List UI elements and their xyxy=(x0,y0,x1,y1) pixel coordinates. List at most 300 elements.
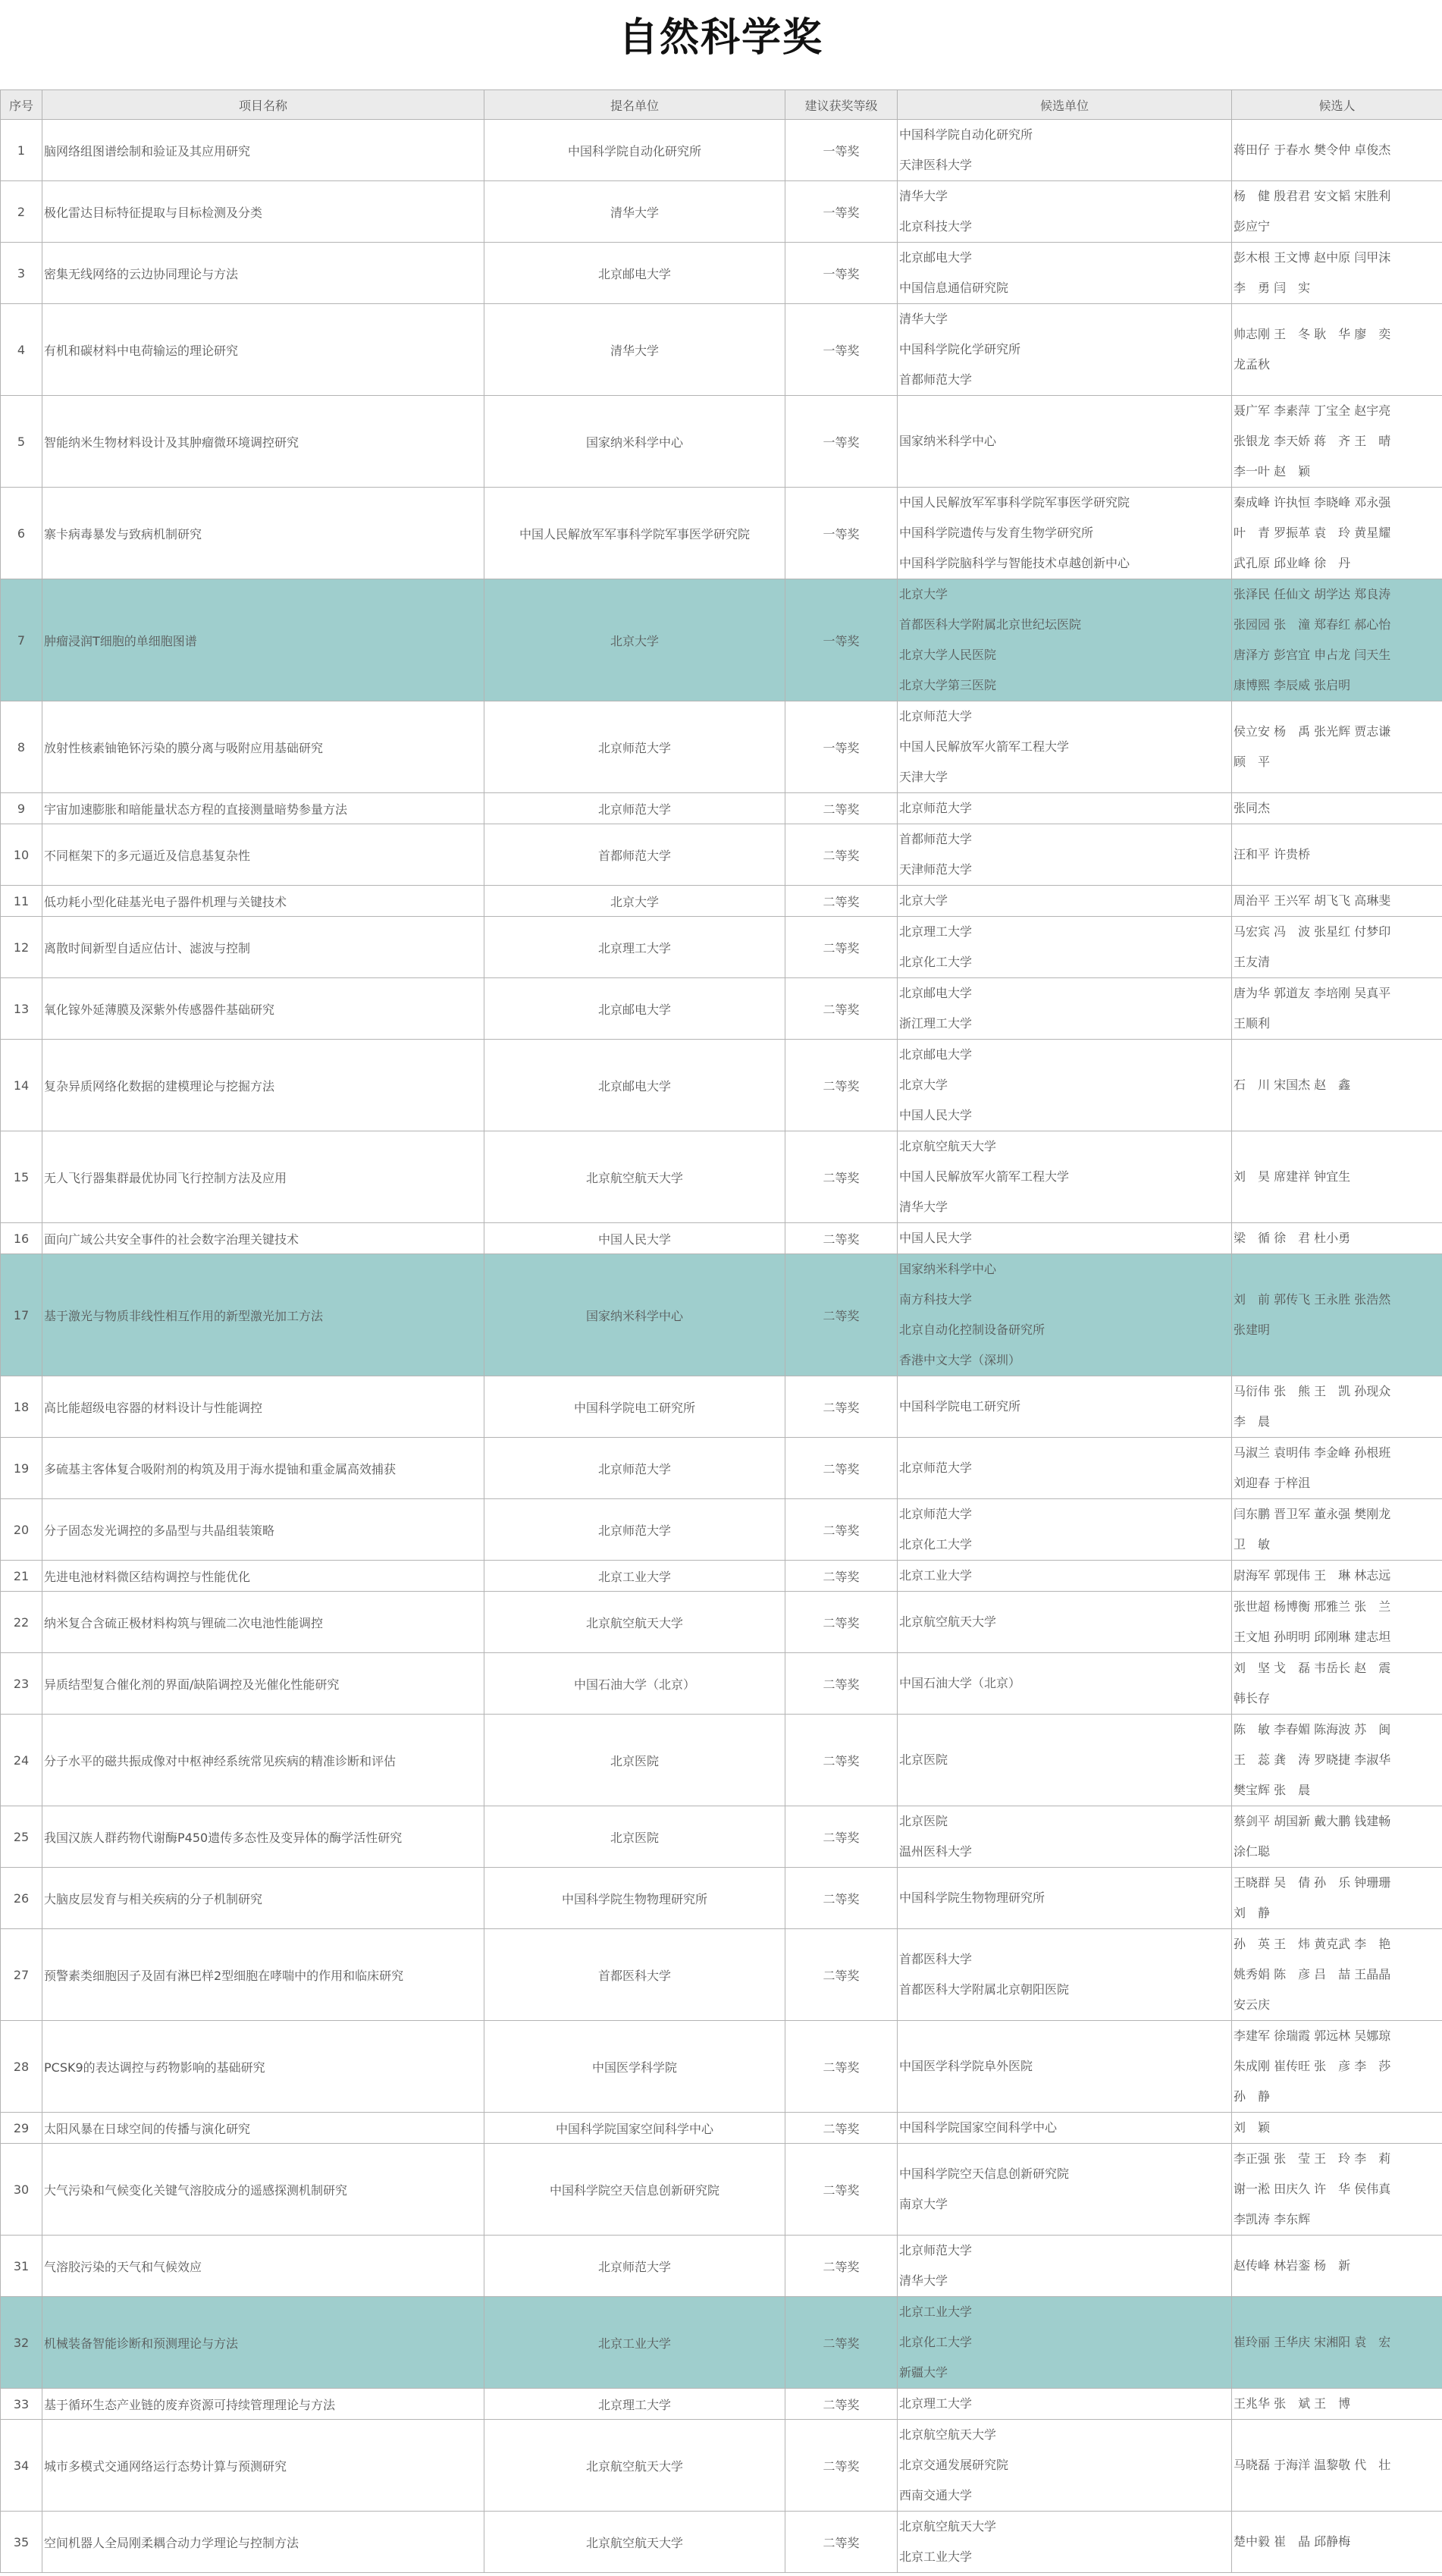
candidates xyxy=(1232,1254,1442,1376)
table-row xyxy=(1,2389,1442,2420)
row-number: 10 xyxy=(1,824,42,886)
candidate-units xyxy=(898,1376,1232,1438)
award-level: 二等奖 xyxy=(785,2389,898,2420)
row-number: 11 xyxy=(1,886,42,917)
row-number: 1 xyxy=(1,120,42,181)
column-header-candidates: 候选人 xyxy=(1232,90,1442,120)
project-name: 分子水平的磁共振成像对中枢神经系统常见疾病的精准诊断和评估 xyxy=(42,1715,484,1806)
table-row xyxy=(1,304,1442,396)
award-level: 二等奖 xyxy=(785,2236,898,2297)
nominating-unit: 中国医学科学院 xyxy=(484,2021,785,2113)
candidates xyxy=(1232,1438,1442,1499)
nominating-unit: 北京师范大学 xyxy=(484,1438,785,1499)
table-row xyxy=(1,2512,1442,2573)
candidate-units xyxy=(898,2113,1232,2144)
table-row xyxy=(1,2144,1442,2236)
award-level: 二等奖 xyxy=(785,2021,898,2113)
table-row xyxy=(1,2113,1442,2144)
candidate-line: 唐为华 郭道友 李培刚 吴真平 xyxy=(1234,986,1391,1000)
candidate-unit: 北京医院 xyxy=(899,1752,948,1767)
row-number: 15 xyxy=(1,1131,42,1223)
award-level: 一等奖 xyxy=(785,396,898,488)
candidate-line: 聂广军 李素萍 丁宝全 赵宇亮 xyxy=(1234,403,1391,418)
candidate-line: 李 勇 闫 实 xyxy=(1234,281,1311,295)
row-number: 13 xyxy=(1,978,42,1040)
candidate-unit: 中国科学院电工研究所 xyxy=(899,1399,1021,1414)
candidate-line: 闫东鹏 晋卫军 董永强 樊刚龙 xyxy=(1234,1507,1391,1521)
project-name: 不同框架下的多元逼近及信息基复杂性 xyxy=(42,824,484,886)
row-number: 19 xyxy=(1,1438,42,1499)
project-name: 大气污染和气候变化关键气溶胶成分的遥感探测机制研究 xyxy=(42,2144,484,2236)
row-number: 22 xyxy=(1,1592,42,1653)
candidate-units xyxy=(898,917,1232,978)
nominating-unit: 中国科学院国家空间科学中心 xyxy=(484,2113,785,2144)
candidate-line: 刘 坚 戈 磊 韦岳长 赵 震 xyxy=(1234,1661,1391,1675)
candidates xyxy=(1232,2113,1442,2144)
row-number: 8 xyxy=(1,701,42,793)
candidate-unit: 西南交通大学 xyxy=(899,2488,973,2502)
table-row xyxy=(1,1223,1442,1254)
candidates xyxy=(1232,1499,1442,1561)
project-name: PCSK9的表达调控与药物影响的基础研究 xyxy=(42,2021,484,2113)
candidates xyxy=(1232,120,1442,181)
candidate-units xyxy=(898,396,1232,488)
project-name: 基于激光与物质非线性相互作用的新型激光加工方法 xyxy=(42,1254,484,1376)
candidate-unit: 首都医科大学 xyxy=(899,1952,973,1966)
candidates xyxy=(1232,396,1442,488)
candidate-line: 帅志刚 王 冬 耿 华 廖 奕 xyxy=(1234,327,1391,341)
candidates xyxy=(1232,181,1442,243)
candidate-unit: 北京邮电大学 xyxy=(899,250,973,265)
candidate-unit: 北京师范大学 xyxy=(899,709,973,723)
candidate-units xyxy=(898,2420,1232,2512)
candidate-unit: 北京航空航天大学 xyxy=(899,2519,997,2534)
candidate-unit: 中国人民大学 xyxy=(899,1231,973,1245)
project-name: 基于循环生态产业链的废弃资源可持续管理理论与方法 xyxy=(42,2389,484,2420)
award-level: 二等奖 xyxy=(785,1653,898,1715)
nominating-unit: 北京师范大学 xyxy=(484,2236,785,2297)
candidates xyxy=(1232,243,1442,304)
project-name: 离散时间新型自适应估计、滤波与控制 xyxy=(42,917,484,978)
award-level: 一等奖 xyxy=(785,701,898,793)
table-row xyxy=(1,824,1442,886)
project-name: 有机和碳材料中电荷输运的理论研究 xyxy=(42,304,484,396)
candidate-unit: 中国人民解放军军事科学院军事医学研究院 xyxy=(899,495,1130,510)
award-level: 二等奖 xyxy=(785,1131,898,1223)
award-level: 一等奖 xyxy=(785,120,898,181)
award-level: 一等奖 xyxy=(785,304,898,396)
candidate-units xyxy=(898,1223,1232,1254)
table-row xyxy=(1,243,1442,304)
column-header-nominator: 提名单位 xyxy=(484,90,785,120)
nominating-unit: 中国石油大学（北京） xyxy=(484,1653,785,1715)
candidate-line: 秦成峰 许执恒 李晓峰 邓永强 xyxy=(1234,495,1391,510)
candidate-unit: 北京工业大学 xyxy=(899,2549,973,2564)
project-name: 气溶胶污染的天气和气候效应 xyxy=(42,2236,484,2297)
candidate-line: 孙 静 xyxy=(1234,2089,1271,2104)
nominating-unit: 北京航空航天大学 xyxy=(484,2512,785,2573)
candidate-line: 张世超 杨博衡 邢雅兰 张 兰 xyxy=(1234,1599,1391,1614)
candidate-units xyxy=(898,304,1232,396)
project-name: 低功耗小型化硅基光电子器件机理与关键技术 xyxy=(42,886,484,917)
candidate-line: 顾 平 xyxy=(1234,755,1271,769)
row-number: 29 xyxy=(1,2113,42,2144)
candidate-line: 韩长存 xyxy=(1234,1691,1271,1705)
award-level: 二等奖 xyxy=(785,2144,898,2236)
candidate-line: 马宏宾 冯 波 张星红 付梦印 xyxy=(1234,924,1391,939)
column-header-award-level: 建议获奖等级 xyxy=(785,90,898,120)
candidate-line: 刘 颖 xyxy=(1234,2120,1271,2135)
candidate-line: 李 晨 xyxy=(1234,1414,1271,1429)
nominating-unit: 北京邮电大学 xyxy=(484,978,785,1040)
project-name: 大脑皮层发育与相关疾病的分子机制研究 xyxy=(42,1868,484,1929)
candidate-unit: 首都医科大学附属北京世纪坛医院 xyxy=(899,617,1082,632)
candidate-unit: 中国科学院生物物理研究所 xyxy=(899,1890,1045,1905)
nominating-unit: 北京师范大学 xyxy=(484,701,785,793)
candidate-line: 孙 英 王 炜 黄克武 李 艳 xyxy=(1234,1937,1391,1951)
candidate-units xyxy=(898,1653,1232,1715)
nominating-unit: 首都医科大学 xyxy=(484,1929,785,2021)
table-row xyxy=(1,1376,1442,1438)
candidate-line: 杨 健 殷君君 安文韬 宋胜利 xyxy=(1234,189,1391,203)
project-name: 多硫基主客体复合吸附剂的构筑及用于海水提铀和重金属高效捕获 xyxy=(42,1438,484,1499)
project-name: 无人飞行器集群最优协同飞行控制方法及应用 xyxy=(42,1131,484,1223)
candidate-units xyxy=(898,701,1232,793)
candidates xyxy=(1232,2420,1442,2512)
row-number: 14 xyxy=(1,1040,42,1131)
table-row xyxy=(1,1254,1442,1376)
project-name: 纳米复合含硫正极材料构筑与锂硫二次电池性能调控 xyxy=(42,1592,484,1653)
candidate-units xyxy=(898,1131,1232,1223)
candidate-unit: 北京化工大学 xyxy=(899,955,973,969)
award-level: 一等奖 xyxy=(785,579,898,701)
candidate-units xyxy=(898,1929,1232,2021)
award-level: 二等奖 xyxy=(785,1376,898,1438)
nominating-unit: 北京理工大学 xyxy=(484,917,785,978)
row-number: 23 xyxy=(1,1653,42,1715)
table-row xyxy=(1,1929,1442,2021)
candidate-units xyxy=(898,886,1232,917)
row-number: 9 xyxy=(1,793,42,824)
candidate-unit: 新疆大学 xyxy=(899,2365,948,2380)
candidate-unit: 北京交通发展研究院 xyxy=(899,2458,1009,2472)
candidate-unit: 国家纳米科学中心 xyxy=(899,1262,997,1276)
candidates xyxy=(1232,1653,1442,1715)
candidate-line: 周治平 王兴军 胡飞飞 高琳斐 xyxy=(1234,893,1391,908)
candidate-unit: 清华大学 xyxy=(899,189,948,203)
table-header-row xyxy=(1,90,1442,120)
award-level: 一等奖 xyxy=(785,243,898,304)
award-level: 二等奖 xyxy=(785,2297,898,2389)
candidates xyxy=(1232,1131,1442,1223)
candidate-unit: 中国科学院自动化研究所 xyxy=(899,127,1033,142)
table-row xyxy=(1,1715,1442,1806)
project-name: 面向广域公共安全事件的社会数字治理关键技术 xyxy=(42,1223,484,1254)
table-row xyxy=(1,2236,1442,2297)
candidate-unit: 中国人民解放军火箭军工程大学 xyxy=(899,739,1070,754)
award-level: 二等奖 xyxy=(785,1438,898,1499)
candidates xyxy=(1232,2389,1442,2420)
table-row xyxy=(1,793,1442,824)
table-row xyxy=(1,396,1442,488)
row-number: 21 xyxy=(1,1561,42,1592)
award-level: 二等奖 xyxy=(785,1499,898,1561)
project-name: 异质结型复合催化剂的界面/缺陷调控及光催化性能研究 xyxy=(42,1653,484,1715)
project-name: 我国汉族人群药物代谢酶P450遗传多态性及变异体的酶学活性研究 xyxy=(42,1806,484,1868)
candidates xyxy=(1232,824,1442,886)
candidate-line: 张同杰 xyxy=(1234,801,1271,815)
candidate-line: 马淑兰 袁明伟 李金峰 孙根班 xyxy=(1234,1445,1391,1460)
candidate-line: 刘迎春 于梓沮 xyxy=(1234,1476,1311,1490)
candidate-unit: 北京大学人民医院 xyxy=(899,648,997,662)
candidate-unit: 首都师范大学 xyxy=(899,832,973,846)
nominating-unit: 清华大学 xyxy=(484,304,785,396)
candidate-unit: 中国人民大学 xyxy=(899,1108,973,1122)
award-level: 二等奖 xyxy=(785,1715,898,1806)
candidate-line: 梁 循 徐 君 杜小勇 xyxy=(1234,1231,1351,1245)
candidate-line: 赵传峰 林岩銮 杨 新 xyxy=(1234,2258,1351,2273)
candidate-unit: 中国人民解放军火箭军工程大学 xyxy=(899,1169,1070,1184)
nominating-unit: 北京理工大学 xyxy=(484,2389,785,2420)
candidate-units xyxy=(898,1040,1232,1131)
candidate-unit: 首都师范大学 xyxy=(899,372,973,387)
project-name: 城市多模式交通网络运行态势计算与预测研究 xyxy=(42,2420,484,2512)
candidate-unit: 清华大学 xyxy=(899,1200,948,1214)
candidate-line: 陈 敏 李春媚 陈海波 苏 闽 xyxy=(1234,1722,1391,1737)
candidates xyxy=(1232,1592,1442,1653)
row-number: 33 xyxy=(1,2389,42,2420)
table-row xyxy=(1,488,1442,579)
project-name: 寨卡病毒暴发与致病机制研究 xyxy=(42,488,484,579)
candidate-line: 王晓群 吴 倩 孙 乐 钟珊珊 xyxy=(1234,1875,1391,1890)
candidates xyxy=(1232,2236,1442,2297)
project-name: 复杂异质网络化数据的建模理论与挖掘方法 xyxy=(42,1040,484,1131)
candidate-line: 刘 前 郭传飞 王永胜 张浩然 xyxy=(1234,1292,1391,1307)
table-row xyxy=(1,1653,1442,1715)
candidate-line: 楚中毅 崔 晶 邱静梅 xyxy=(1234,2534,1351,2549)
candidate-unit: 天津师范大学 xyxy=(899,862,973,877)
candidates xyxy=(1232,2297,1442,2389)
table-row xyxy=(1,1040,1442,1131)
award-level: 二等奖 xyxy=(785,793,898,824)
candidate-unit: 北京大学 xyxy=(899,1078,948,1092)
candidate-unit: 温州医科大学 xyxy=(899,1844,973,1859)
table-row xyxy=(1,1806,1442,1868)
candidate-unit: 北京医院 xyxy=(899,1814,948,1828)
row-number: 17 xyxy=(1,1254,42,1376)
column-header-candidate-units: 候选单位 xyxy=(898,90,1232,120)
candidate-unit: 北京师范大学 xyxy=(899,1507,973,1521)
project-name: 智能纳米生物材料设计及其肿瘤微环境调控研究 xyxy=(42,396,484,488)
award-table xyxy=(0,89,1442,2573)
project-name: 空间机器人全局刚柔耦合动力学理论与控制方法 xyxy=(42,2512,484,2573)
candidate-line: 李建军 徐瑞霞 郭远林 吴娜琼 xyxy=(1234,2028,1391,2043)
candidate-line: 彭应宁 xyxy=(1234,219,1271,234)
candidate-unit: 中国信息通信研究院 xyxy=(899,281,1009,295)
candidate-line: 唐泽方 彭宫宜 申占龙 闫天生 xyxy=(1234,648,1391,662)
candidate-unit: 北京化工大学 xyxy=(899,2335,973,2349)
award-level: 二等奖 xyxy=(785,2512,898,2573)
candidate-line: 刘 昊 席建祥 钟宜生 xyxy=(1234,1169,1351,1184)
candidate-line: 汪和平 许贵桥 xyxy=(1234,847,1311,861)
candidate-units xyxy=(898,1438,1232,1499)
candidate-units xyxy=(898,243,1232,304)
candidates xyxy=(1232,579,1442,701)
project-name: 高比能超级电容器的材料设计与性能调控 xyxy=(42,1376,484,1438)
candidate-line: 蔡剑平 胡国新 戴大鹏 钱建畅 xyxy=(1234,1814,1391,1828)
row-number: 32 xyxy=(1,2297,42,2389)
column-header-no: 序号 xyxy=(1,90,42,120)
table-row xyxy=(1,2297,1442,2389)
row-number: 27 xyxy=(1,1929,42,2021)
candidate-line: 李正强 张 莹 王 玲 李 莉 xyxy=(1234,2151,1391,2166)
candidate-units xyxy=(898,2236,1232,2297)
candidate-line: 尉海军 郭现伟 王 琳 林志远 xyxy=(1234,1568,1391,1583)
project-name: 太阳风暴在日球空间的传播与演化研究 xyxy=(42,2113,484,2144)
candidate-units xyxy=(898,1592,1232,1653)
candidate-unit: 中国医学科学院阜外医院 xyxy=(899,2059,1033,2073)
award-level: 一等奖 xyxy=(785,181,898,243)
project-name: 极化雷达目标特征提取与目标检测及分类 xyxy=(42,181,484,243)
nominating-unit: 北京工业大学 xyxy=(484,2297,785,2389)
candidate-unit: 北京师范大学 xyxy=(899,801,973,815)
nominating-unit: 中国人民大学 xyxy=(484,1223,785,1254)
table-row xyxy=(1,1561,1442,1592)
table-row xyxy=(1,886,1442,917)
award-level: 二等奖 xyxy=(785,978,898,1040)
candidate-line: 谢一淞 田庆久 许 华 侯伟真 xyxy=(1234,2182,1391,2196)
table-row xyxy=(1,1131,1442,1223)
row-number: 16 xyxy=(1,1223,42,1254)
award-level: 一等奖 xyxy=(785,488,898,579)
candidate-units xyxy=(898,120,1232,181)
candidate-unit: 北京自动化控制设备研究所 xyxy=(899,1323,1045,1337)
nominating-unit: 北京邮电大学 xyxy=(484,243,785,304)
project-name: 氧化镓外延薄膜及深紫外传感器件基础研究 xyxy=(42,978,484,1040)
candidate-unit: 南京大学 xyxy=(899,2197,948,2211)
candidates xyxy=(1232,2144,1442,2236)
award-level: 二等奖 xyxy=(785,2113,898,2144)
candidates xyxy=(1232,304,1442,396)
row-number: 18 xyxy=(1,1376,42,1438)
nominating-unit: 中国人民解放军军事科学院军事医学研究院 xyxy=(484,488,785,579)
candidate-line: 石 川 宋国杰 赵 鑫 xyxy=(1234,1078,1351,1092)
nominating-unit: 北京师范大学 xyxy=(484,793,785,824)
award-level: 二等奖 xyxy=(785,1561,898,1592)
row-number: 25 xyxy=(1,1806,42,1868)
nominating-unit: 中国科学院自动化研究所 xyxy=(484,120,785,181)
candidate-units xyxy=(898,1499,1232,1561)
candidate-line: 龙孟秋 xyxy=(1234,357,1271,372)
candidate-unit: 中国科学院遗传与发育生物学研究所 xyxy=(899,526,1094,540)
candidate-units xyxy=(898,2021,1232,2113)
candidate-unit: 国家纳米科学中心 xyxy=(899,434,997,448)
candidates xyxy=(1232,488,1442,579)
row-number: 24 xyxy=(1,1715,42,1806)
candidate-unit: 中国科学院国家空间科学中心 xyxy=(899,2120,1058,2135)
project-name: 宇宙加速膨胀和暗能量状态方程的直接测量暗势参量方法 xyxy=(42,793,484,824)
award-level: 二等奖 xyxy=(785,1254,898,1376)
candidate-unit: 天津大学 xyxy=(899,770,948,784)
project-name: 密集无线网络的云边协同理论与方法 xyxy=(42,243,484,304)
candidate-line: 叶 青 罗振革 袁 玲 黄星耀 xyxy=(1234,526,1391,540)
table-row xyxy=(1,1592,1442,1653)
nominating-unit: 中国科学院空天信息创新研究院 xyxy=(484,2144,785,2236)
candidate-line: 王文旭 孙明明 邱刚琳 建志坦 xyxy=(1234,1630,1391,1644)
candidate-units xyxy=(898,488,1232,579)
nominating-unit: 北京医院 xyxy=(484,1806,785,1868)
candidate-unit: 北京师范大学 xyxy=(899,1461,973,1475)
candidate-line: 涂仁聪 xyxy=(1234,1844,1271,1859)
candidate-unit: 中国科学院化学研究所 xyxy=(899,342,1021,356)
nominating-unit: 中国科学院生物物理研究所 xyxy=(484,1868,785,1929)
candidate-unit: 北京航空航天大学 xyxy=(899,1139,997,1153)
candidate-unit: 清华大学 xyxy=(899,312,948,326)
project-name: 机械装备智能诊断和预测理论与方法 xyxy=(42,2297,484,2389)
nominating-unit: 北京航空航天大学 xyxy=(484,2420,785,2512)
nominating-unit: 国家纳米科学中心 xyxy=(484,1254,785,1376)
candidate-unit: 首都医科大学附属北京朝阳医院 xyxy=(899,1982,1070,1997)
candidate-line: 张泽民 任仙文 胡学达 郑良涛 xyxy=(1234,587,1391,601)
candidates xyxy=(1232,1376,1442,1438)
candidates xyxy=(1232,793,1442,824)
candidate-units xyxy=(898,2297,1232,2389)
candidate-units xyxy=(898,579,1232,701)
row-number: 7 xyxy=(1,579,42,701)
project-name: 分子固态发光调控的多晶型与共晶组装策略 xyxy=(42,1499,484,1561)
candidate-line: 樊宝辉 张 晨 xyxy=(1234,1783,1311,1797)
candidate-line: 张园园 张 潼 郑春红 郝心怡 xyxy=(1234,617,1391,632)
candidate-unit: 北京航空航天大学 xyxy=(899,2427,997,2442)
project-name: 肿瘤浸润T细胞的单细胞图谱 xyxy=(42,579,484,701)
row-number: 5 xyxy=(1,396,42,488)
award-level: 二等奖 xyxy=(785,1040,898,1131)
candidate-line: 安云庆 xyxy=(1234,1997,1271,2012)
candidate-unit: 北京工业大学 xyxy=(899,2305,973,2319)
candidate-units xyxy=(898,1254,1232,1376)
nominating-unit: 北京航空航天大学 xyxy=(484,1131,785,1223)
nominating-unit: 北京师范大学 xyxy=(484,1499,785,1561)
table-row xyxy=(1,120,1442,181)
candidate-unit: 北京航空航天大学 xyxy=(899,1614,997,1629)
candidates xyxy=(1232,978,1442,1040)
award-level: 二等奖 xyxy=(785,2420,898,2512)
project-name: 脑网络组图谱绘制和验证及其应用研究 xyxy=(42,120,484,181)
table-row xyxy=(1,1868,1442,1929)
project-name: 放射性核素铀铯钚污染的膜分离与吸附应用基础研究 xyxy=(42,701,484,793)
candidate-line: 蒋田仔 于春水 樊令仲 卓俊杰 xyxy=(1234,143,1391,157)
candidate-line: 张银龙 李天娇 蒋 齐 王 晴 xyxy=(1234,434,1391,448)
candidate-unit: 中国石油大学（北京） xyxy=(899,1676,1021,1690)
row-number: 3 xyxy=(1,243,42,304)
candidate-unit: 北京理工大学 xyxy=(899,2396,973,2411)
award-level: 二等奖 xyxy=(785,824,898,886)
award-level: 二等奖 xyxy=(785,886,898,917)
candidate-unit: 北京工业大学 xyxy=(899,1568,973,1583)
row-number: 26 xyxy=(1,1868,42,1929)
candidate-unit: 北京化工大学 xyxy=(899,1537,973,1552)
candidate-line: 王顺利 xyxy=(1234,1016,1271,1031)
nominating-unit: 北京大学 xyxy=(484,579,785,701)
candidate-line: 康博熙 李辰威 张启明 xyxy=(1234,678,1351,692)
candidate-line: 侯立安 杨 禹 张光辉 贾志谦 xyxy=(1234,724,1391,739)
row-number: 4 xyxy=(1,304,42,396)
table-row xyxy=(1,2021,1442,2113)
candidate-units xyxy=(898,2144,1232,2236)
candidate-line: 李凯涛 李东辉 xyxy=(1234,2212,1311,2226)
candidate-line: 张建明 xyxy=(1234,1323,1271,1337)
candidate-unit: 北京邮电大学 xyxy=(899,1047,973,1062)
